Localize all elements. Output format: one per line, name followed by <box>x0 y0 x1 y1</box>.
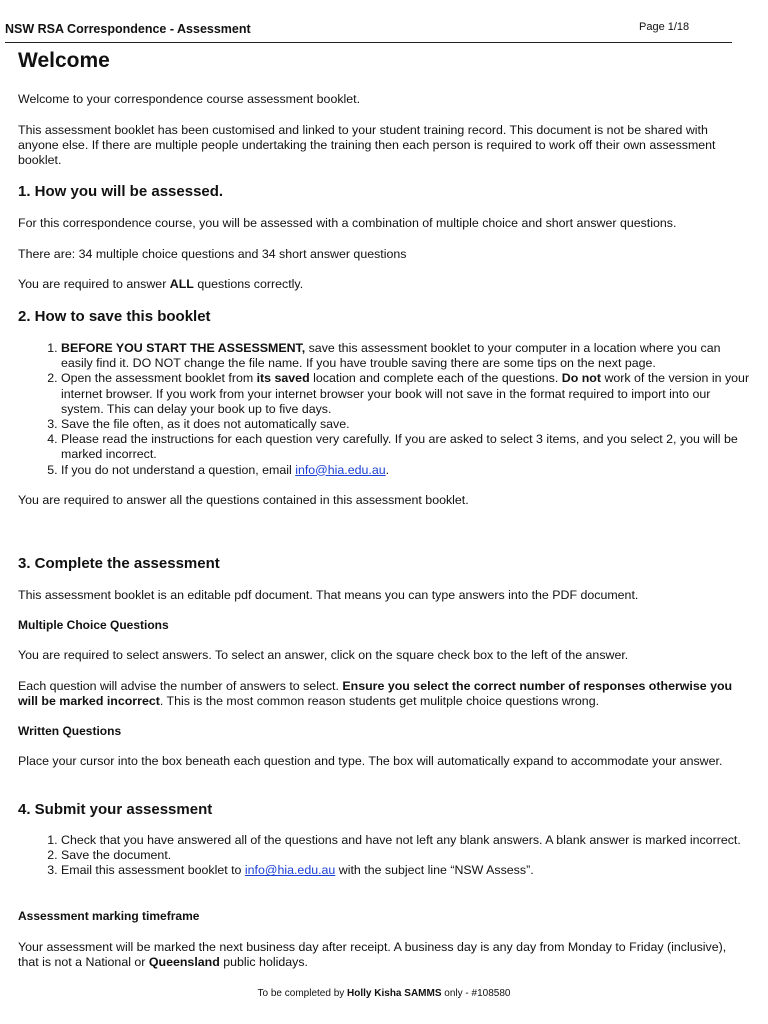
section1-p3: You are required to answer ALL questions correctly. <box>18 277 304 291</box>
email-link[interactable]: info@hia.edu.au <box>295 462 386 477</box>
section1-heading: 1. How you will be assessed. <box>18 183 224 200</box>
list-item: 2. Save the document. <box>61 848 750 863</box>
document-title: NSW RSA Correspondence - Assessment <box>5 22 251 36</box>
welcome-heading: Welcome <box>18 49 110 72</box>
list-item: 1. BEFORE YOU START THE ASSESSMENT, save this assessment booklet to your computer in a location where you can easily find it. DO NOT change the file name. If you have trouble saving there are some tips on the next page. <box>61 341 750 371</box>
welcome-intro: Welcome to your correspondence course assessment booklet. <box>18 92 361 106</box>
list-item: 2. Open the assessment booklet from its saved location and complete each of the questions. Do not work of the version in your internet browser. If you work from your internet browser your book will not save in the format required to import into our system. This can delay your book up to five days. <box>61 371 750 417</box>
section3-p1: This assessment booklet is an editable pdf document. That means you can type answers into the PDF document. <box>18 588 639 602</box>
written-heading: Written Questions <box>18 724 122 738</box>
timeframe-heading: Assessment marking timeframe <box>18 909 200 923</box>
section1-p1: For this correspondence course, you will be assessed with a combination of multiple choice and short answer questions. <box>18 216 677 230</box>
written-p: Place your cursor into the box beneath each question and type. The box will automatically expand to accommodate your answer. <box>18 754 723 768</box>
list-item: 4. Please read the instructions for each question very carefully. If you are asked to select 3 items, and you select 2, you will be marked incorrect. <box>61 432 750 462</box>
timeframe-p: Your assessment will be marked the next business day after receipt. A business day is any day from Monday to Friday (inclusive), that is not a National or Queensland public holidays. <box>18 940 727 970</box>
list-item: 1. Check that you have answered all of the questions and have not left any blank answers. A blank answer is marked incorrect. <box>61 833 750 848</box>
section4-heading: 4. Submit your assessment <box>18 801 213 818</box>
mcq-heading: Multiple Choice Questions <box>18 618 169 632</box>
save-steps-list <box>18 341 750 478</box>
mcq-p2: Each question will advise the number of answers to select. Ensure you select the correct number of responses otherwise you will be marked incorrect. This is the most common reason students get mulitple choice questions wrong. <box>18 679 733 709</box>
email-link[interactable]: info@hia.edu.au <box>244 863 336 878</box>
submit-steps-list <box>18 833 750 879</box>
page-header <box>5 20 732 43</box>
list-item: 3. Save the file often, as it does not automatically save. <box>61 417 750 432</box>
mcq-p1: You are required to select answers. To select an answer, click on the square check box to the left of the answer. <box>18 648 629 662</box>
page-number: Page 1/18 <box>639 21 690 33</box>
section3-heading: 3. Complete the assessment <box>18 555 220 572</box>
section2-heading: 2. How to save this booklet <box>18 308 211 325</box>
page-footer: To be completed by Holly Kisha SAMMS only - #108580 <box>257 988 511 999</box>
list-item: 5. If you do not understand a question, email info@hia.edu.au. <box>61 463 750 478</box>
welcome-body: This assessment booklet has been customised and linked to your student training record. This document is not be shared with anyone else. If there are multiple people undertaking the training then each person is required to work off their own assessment booklet. <box>18 123 716 168</box>
section1-p2: There are: 34 multiple choice questions and 34 short answer questions <box>18 247 407 261</box>
section2-closing: You are required to answer all the questions contained in this assessment booklet. <box>18 493 469 507</box>
list-item: 3. Email this assessment booklet to info@hia.edu.au with the subject line “NSW Assess”. <box>61 863 750 878</box>
